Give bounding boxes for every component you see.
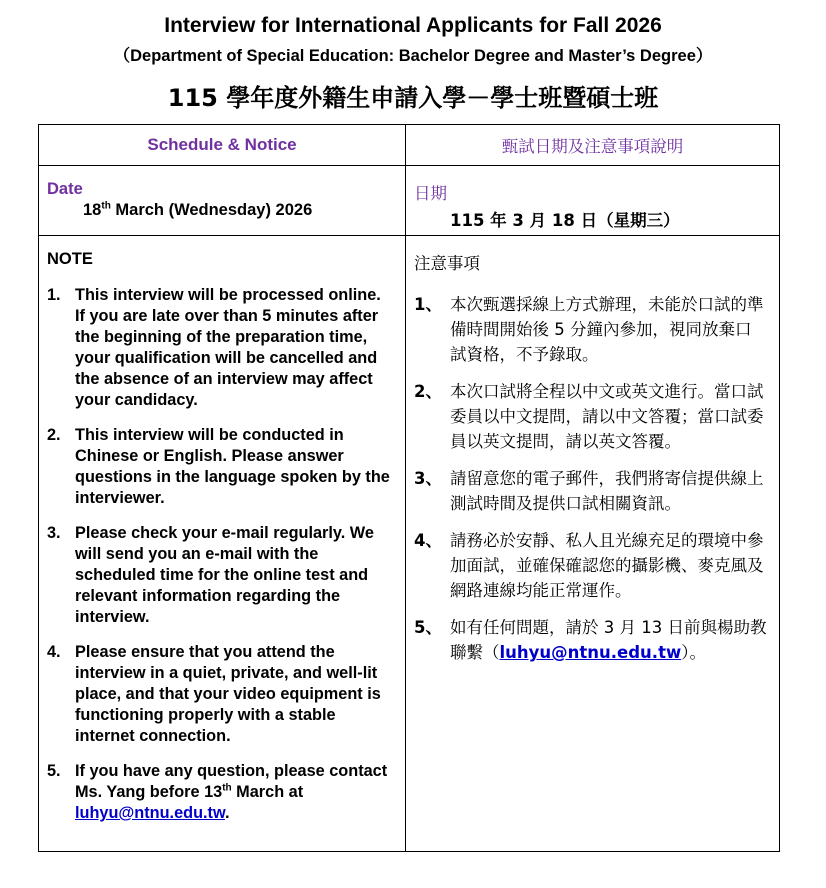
date-label-zh: 日期	[414, 184, 447, 203]
list-item: 3、 請留意您的電子郵件，我們將寄信提供線上測試時間及提供口試相關資訊。	[414, 469, 764, 513]
list-item: 5. If you have any question, please contact Ms. Yang before 13th March at luhyu@ntnu.edu.tw.	[47, 762, 388, 822]
list-item: 4. Please ensure that you attend the interview in a quiet, private, and well-lit place, and that your video equipment is functioning properly with a stable internet connection.	[47, 643, 381, 745]
email-link[interactable]: luhyu@ntnu.edu.tw	[75, 804, 226, 822]
schedule-table	[38, 124, 780, 852]
list-item: 2、 本次口試將全程以中文或英文進行。當口試委員以中文提問，請以中文答覆；當口試委員以英文提問，請以英文答覆。	[414, 382, 764, 451]
list-item: 1. This interview will be processed online. If you are late over than 5 minutes after the beginning of the preparation time, your qualification will be cancelled and the absence of an interview may affect your candidacy.	[47, 286, 381, 409]
list-item: 1、 本次甄選採線上方式辦理，未能於口試的準備時間開始後 5 分鐘內參加，視同放棄口試資格，不予錄取。	[414, 295, 764, 364]
email-link-zh[interactable]: luhyu@ntnu.edu.tw	[499, 643, 682, 662]
date-value-zh: 115 年 3 月 18 日（星期三）	[450, 211, 680, 230]
notes-cell	[39, 236, 406, 852]
date-value: 18th March (Wednesday) 2026	[83, 200, 313, 219]
list-item: 2. This interview will be conducted in Chinese or English. Please answer questions in the language spoken by the interviewer.	[47, 426, 390, 507]
header-schedule-notice: Schedule & Notice	[39, 125, 406, 166]
list-item: 3. Please check your e-mail regularly. We will send you an e-mail with the scheduled time for the online test and relevant information regarding the interview.	[47, 524, 374, 626]
notes-cell-zh	[406, 236, 780, 852]
list-item: 5、 如有任何問題，請於 3 月 13 日前與楊助教聯繫（luhyu@ntnu.edu.tw）。	[414, 618, 767, 662]
page-title: Interview for International Applicants for Fall 2026	[164, 14, 662, 37]
date-cell	[39, 166, 406, 236]
note-heading-zh: 注意事項	[414, 254, 480, 273]
notes-list	[47, 285, 405, 824]
page-subtitle: （Department of Special Education: Bachelor Degree and Master’s Degree）	[113, 47, 713, 65]
date-cell-zh	[406, 166, 780, 236]
header-schedule-notice-zh: 甄試日期及注意事項說明	[406, 125, 780, 166]
page-title-chinese: 115 學年度外籍生申請入學－學士班暨碩士班	[167, 84, 659, 112]
list-item: 4、 請務必於安靜、私人且光線充足的環境中參加面試，並確保確認您的攝影機、麥克風及網路連線均能正常運作。	[414, 531, 764, 600]
date-label: Date	[47, 180, 83, 198]
notes-list-zh	[414, 292, 779, 665]
note-heading: NOTE	[47, 250, 93, 268]
